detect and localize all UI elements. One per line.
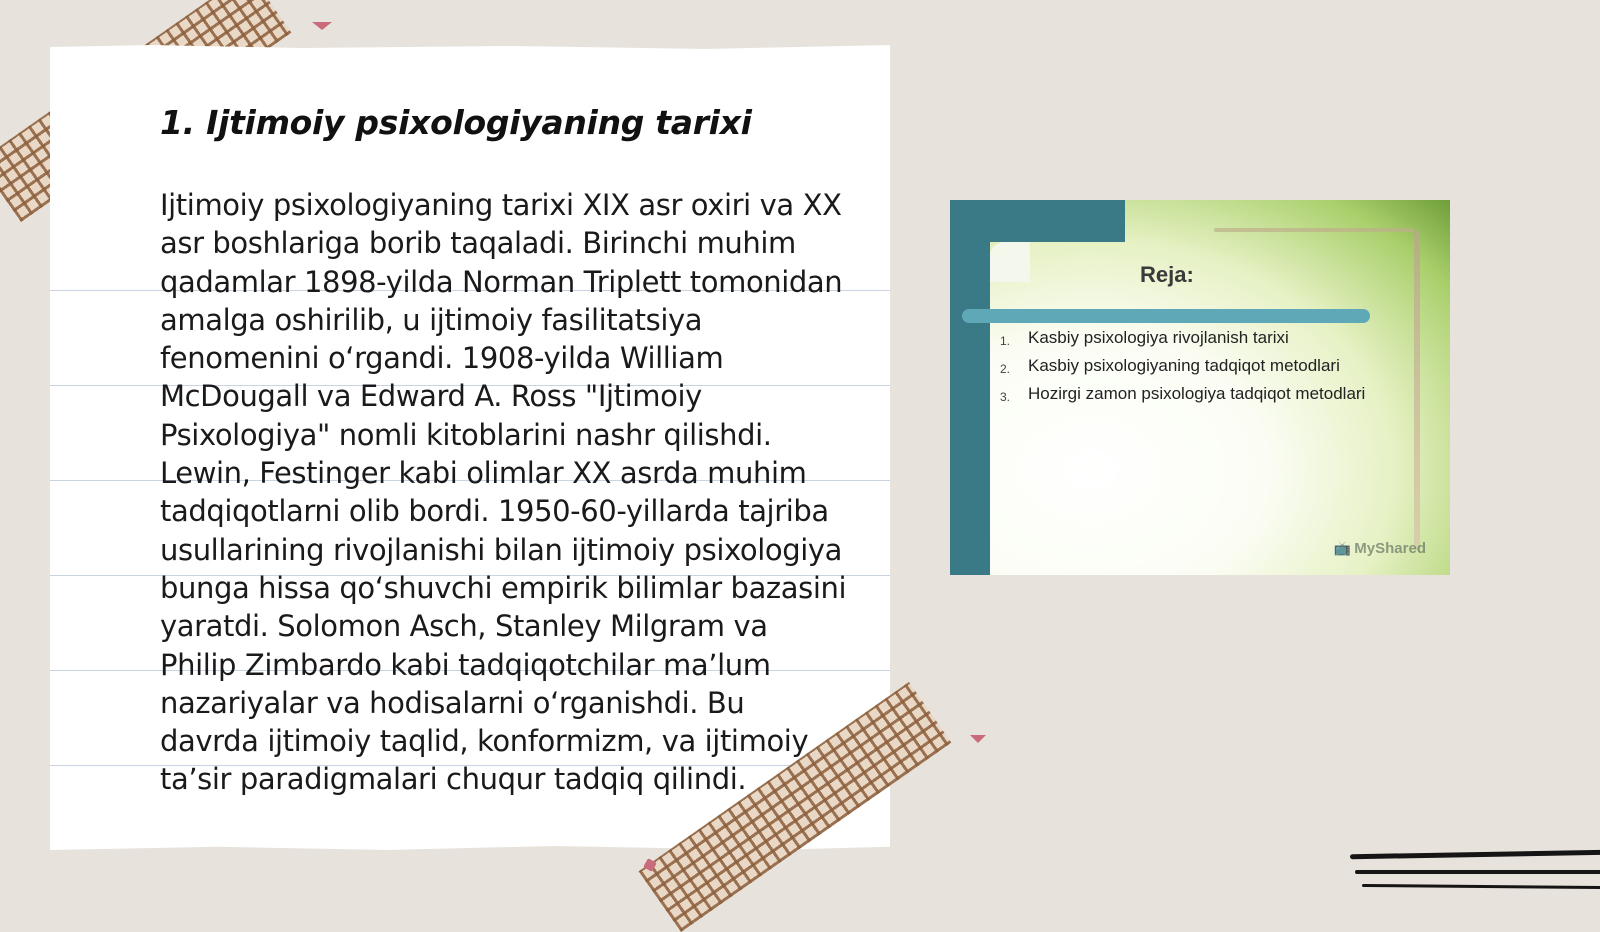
brush-stroke-decoration [1362, 884, 1600, 889]
section-title: 1. Ijtimoiy psixologiyaning tarixi [160, 103, 752, 142]
slide-list-number: 1. [1000, 334, 1011, 348]
slide-divider [962, 309, 1370, 323]
slide-teal-bar [950, 200, 990, 575]
slide-list-text: Hozirgi zamon psixologiya tadqiqot metodlari [1028, 384, 1366, 403]
tv-icon: 📺 [1333, 540, 1352, 556]
pin-decoration [312, 22, 332, 30]
watermark-logo [1334, 540, 1426, 557]
slide-list-item [1000, 356, 1420, 376]
body-paragraph: Ijtimoiy psixologiyaning tarixi XIX asr oxiri va XX asr boshlariga borib taqaladi. Birinchi muhim qadamlar 1898-yilda Norman Triplett tomonidan amalga oshirilib, u ijtimoiy fasilitatsiya fenomenini o‘rgandi. 1908-yilda William McDougall va Edward A. Ross "Ijtimoiy Psixologiya" nomli kitoblarini nashr qilishdi. Lewin, Festinger kabi olimlar XX asrda muhim tadqiqotlarni olib bordi. 1950-60-yillarda tajriba usullarining rivojlanishi bilan ijtimoiy psixologiya bunga hissa qo‘shuvchi empirik bilimlar bazasini yaratdi. Solomon Asch, Stanley Milgram va Philip Zimbardo kabi tadqiqotchilar ma’lum nazariyalar va hodisalarni o‘rganishdi. Bu davrda ijtimoiy taqlid, konformizm, va ijtimoiy ta’sir paradigmalari chuqur tadqiq qilindi. [160, 188, 847, 797]
vine-decoration [1214, 228, 1414, 232]
slide-teal-bar [950, 200, 1125, 242]
slide-list-text: Kasbiy psixologiya rivojlanish tarixi [1028, 328, 1289, 347]
slide-corner-decoration [990, 242, 1030, 282]
pin-decoration [970, 735, 986, 743]
slide-list-item [1000, 328, 1420, 348]
brush-stroke-decoration [1350, 850, 1600, 860]
slide-title: Reja: [1140, 262, 1194, 287]
embedded-slide-image [950, 200, 1450, 575]
watermark-text: MyShared [1354, 540, 1426, 557]
slide-list-number: 2. [1000, 362, 1011, 376]
slide-list-item [1000, 384, 1420, 404]
slide-list-number: 3. [1000, 390, 1011, 404]
slide-list [1000, 328, 1420, 412]
slide-list-text: Kasbiy psixologiyaning tadqiqot metodlari [1028, 356, 1340, 375]
brush-stroke-decoration [1355, 870, 1600, 874]
